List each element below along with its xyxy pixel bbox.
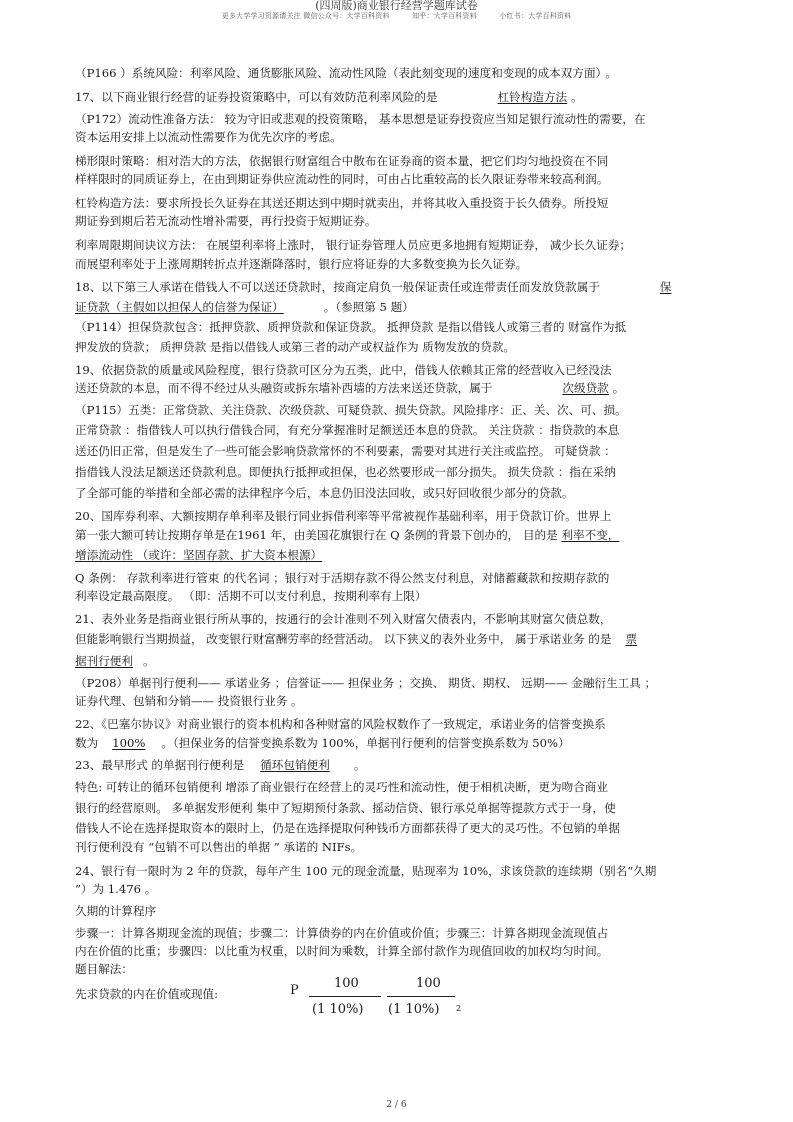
text-line: 送还仍旧正常，但是发生了一些可能会影响贷款常怀的不利要素，需要对其进行关注或监控。 可疑贷款 ： <box>75 444 616 458</box>
formula-numerator-2: 100 <box>416 976 441 991</box>
text-line: 样样限时的同质证券上，在由到期证券供应流动性的同时，可由占比重较高的长久限证券带来较高利润。 <box>75 172 609 186</box>
text-line: 先求贷款的内在价值或现值: <box>75 987 219 1001</box>
text-line: 利率设定最高限度。 （即：活期不可以支付利息，按期利率有上限） <box>75 589 427 603</box>
question-20: 20、国库券利率、大额按期存单利率及银行同业拆借利率等平常被视作基础利率，用于贷款订价。世界上 <box>75 509 612 523</box>
question-23: 23、最早形式 的单据刊行便利是 循环包销便利 。 <box>75 758 366 772</box>
answer-19: 次级贷款 <box>562 381 609 395</box>
formula-denominator-1: (1 10%) <box>312 1002 364 1017</box>
text-line: 利率周限期间诀议方法： 在展望利率将上涨时， 银行证券管理人员应更多地拥有短期证券， 减少长久证券； <box>75 238 631 252</box>
header-sub-2: 知乎：大学百科资料 <box>412 12 477 20</box>
text-line: （P114）担保贷款包含：抵押贷款、质押贷款和保证贷款。 抵押贷款 是指以借钱人或第三者的 财富作为抵 <box>75 320 627 334</box>
question-21-cont: 但能影响银行当期损益， 改变银行财富酬劳率的经营活动。 以下狭义的表外业务中， 属于承诺业务 的是 票 <box>75 632 638 646</box>
fraction-bar-2 <box>387 996 455 997</box>
page-header-title: (四周版)商业银行经营学题库试卷 <box>315 0 478 12</box>
question-24: 24、银行有一限时为 2 年的贷款，每年产生 100 元的现金流量，贴现率为 10%，求该贷款的连续期（别名“久期 <box>75 864 657 878</box>
text-line: 期证券到期后若无流动性增补需要，再行投资于短期证券。 <box>75 214 377 228</box>
header-sub-3: 小红书：大学百科资料 <box>499 12 572 20</box>
text-line: 题目解法： <box>75 962 133 976</box>
question-20-cont: 第一张大额可转让按期存单是在1961 年，由美国花旗银行在 Q 条例的背景下创办的， 目的是 利率不变， <box>75 528 620 542</box>
answer-21: 据刊行便利 。 <box>75 654 155 668</box>
fraction-bar-1 <box>309 996 381 997</box>
formula-numerator-1: 100 <box>334 976 359 991</box>
answer-23: 循环包销便利 <box>260 758 330 772</box>
answer-20: 利率不变， <box>561 528 620 542</box>
page-number: 2 / 6 <box>386 1100 407 1110</box>
answer-18: 证贷款（主假如以担保人的信誉为保证） 。（参照第 5 题） <box>75 300 414 314</box>
text-line: 特色: 可转让的循环包销便利 增添了商业银行在经营上的灵巧性和流动性，便于相机决断，更为吻合商业 <box>75 780 608 794</box>
answer-24: ”）为 1.476 。 <box>75 882 157 896</box>
answer-22: 100% <box>112 736 146 750</box>
page-header-sub <box>0 11 793 21</box>
answer-20-cont: 增添流动性 （或许：坚固存款、扩大资本根源） <box>75 548 323 562</box>
question-22: 22、《巴塞尔协议》对商业银行的资本机构和各种财富的风险权数作了一致规定，承诺业务的信誉变换系 <box>75 717 606 731</box>
question-19-cont: 送还贷款的本息，而不得不经过从头融资或拆东墙补西墙的方法来送还贷款，属于 次级贷款 。 <box>75 381 625 395</box>
answer-17: 杠铃构造方法 <box>497 90 568 104</box>
section-heading: 久期的计算程序 <box>75 904 157 918</box>
text-line: 押发放的贷款； 质押贷款 是指以借钱人或第三者的动产或权益作为 质物发放的贷款。 <box>75 340 516 354</box>
text-line: 杠铃构造方法：要求所投长久证券在其送还期达到中期时就卖出，并将其收入重投资于长久债券。所投短 <box>75 196 609 210</box>
text-line: 指借钱人没法足额送还贷款利息。即便执行抵押或担保，也必然要形成一部分损失。 损失贷款 ：指在采纳 <box>75 465 616 479</box>
text-line: Q 条例： 存款利率进行管束 的代名词 ；银行对于活期存款不得公然支付利息，对储蓄藏款和按期存款的 <box>75 571 610 585</box>
header-sub-1: 更多大学学习资源请关注 微信公众号：大学百科资料 <box>221 12 390 20</box>
text-line: 梯形限时策略：相对浩大的方法，依据银行财富组合中散布在证券商的资本量，把它们均匀地投资在不同 <box>75 154 609 168</box>
text-line: 资本运用安排上以流动性需要作为优先次序的考虑。 <box>75 130 342 144</box>
formula-p: P <box>290 983 299 998</box>
text-line: 而展望利率处于上涨周期转折点并逐渐降落时，银行应将证券的大多数变换为长久证券。 <box>75 257 528 271</box>
text-line: 内在价值的比重；步骤四：以比重为权重，以时间为乘数，计算全部付款作为现值回收的加权均匀时间。 <box>75 944 609 958</box>
text-line: （P208）单据刊行便利—— 承诺业务 ；信誉证—— 担保业务 ；交换、 期货、期权、 远期—— 金融衍生工具 ； <box>75 676 657 690</box>
question-18: 18、以下第三人承诺在借钱人不可以送还贷款时，按商定肩负一般保证责任或连带责任而发放贷款属于 保 <box>75 280 672 294</box>
text-line: 借钱人不论在选择提取资本的限时上，仍是在选择提取何种钱币方面都获得了更大的灵巧性。不包销的单据 <box>75 821 620 835</box>
question-21: 21、表外业务是指商业银行所从事的，按通行的会计准则不列入财富欠债表内，不影响其财富欠债总数， <box>75 612 612 626</box>
text-line: 证券代理、包销和分销—— 投资银行业务 。 <box>75 694 303 708</box>
text-line: 步骤一：计算各期现金流的现值；步骤二：计算债券的内在价值或价值；步骤三：计算各期现金流现值占 <box>75 926 609 940</box>
question-19: 19、依据贷款的质量或风险程度，银行贷款可区分为五类，此中，借钱人依赖其正常的经营收入已经没法 <box>75 363 612 377</box>
formula-exponent: 2 <box>456 1004 462 1013</box>
text-line: 刊行便利没有 “包销不可以售出的单据 ” 承诺的 NIFs。 <box>75 840 363 854</box>
text-line: （P172）流动性准备方法： 较为守旧或悲观的投资策略， 基本思想是证券投资应当知足银行流动性的需要，在 <box>75 112 646 126</box>
question-22-cont: 数为 100% 。（担保业务的信誉变换系数为 100%，单据刊行便利的信誉变换系数为 50%） <box>75 736 570 750</box>
text-line: 银行的经营原则。 多单据发形便利 集中了短期预付条款、摇动信贷、银行承兑单据等提款方式于一身，使 <box>75 801 616 815</box>
text-line: 正常贷款 ：指借钱人可以执行借钱合同，有充分掌握准时足额送还本息的贷款。 关注贷款 ：指贷款的本息 <box>75 423 620 437</box>
text-line: （P166 ）系统风险：利率风险、通货膨胀风险、流动性风险（表此刻变现的速度和变现的成本双方面） 。 <box>75 66 617 80</box>
formula-denominator-2: (1 10%) <box>388 1002 440 1017</box>
question-17: 17、以下商业银行经营的证券投资策略中，可以有效防范利率风险的是 杠铃构造方法 。 <box>75 90 583 104</box>
text-line: （P115）五类：正常贷款、关注贷款、次级贷款、可疑贷款、损失贷款。风险排序：正、关、次、可、损。 <box>75 403 627 417</box>
text-line: 了全部可能的举措和全部必需的法律程序今后，本息仍旧没法回收，或只好回收很少部分的贷款。 <box>75 486 574 500</box>
